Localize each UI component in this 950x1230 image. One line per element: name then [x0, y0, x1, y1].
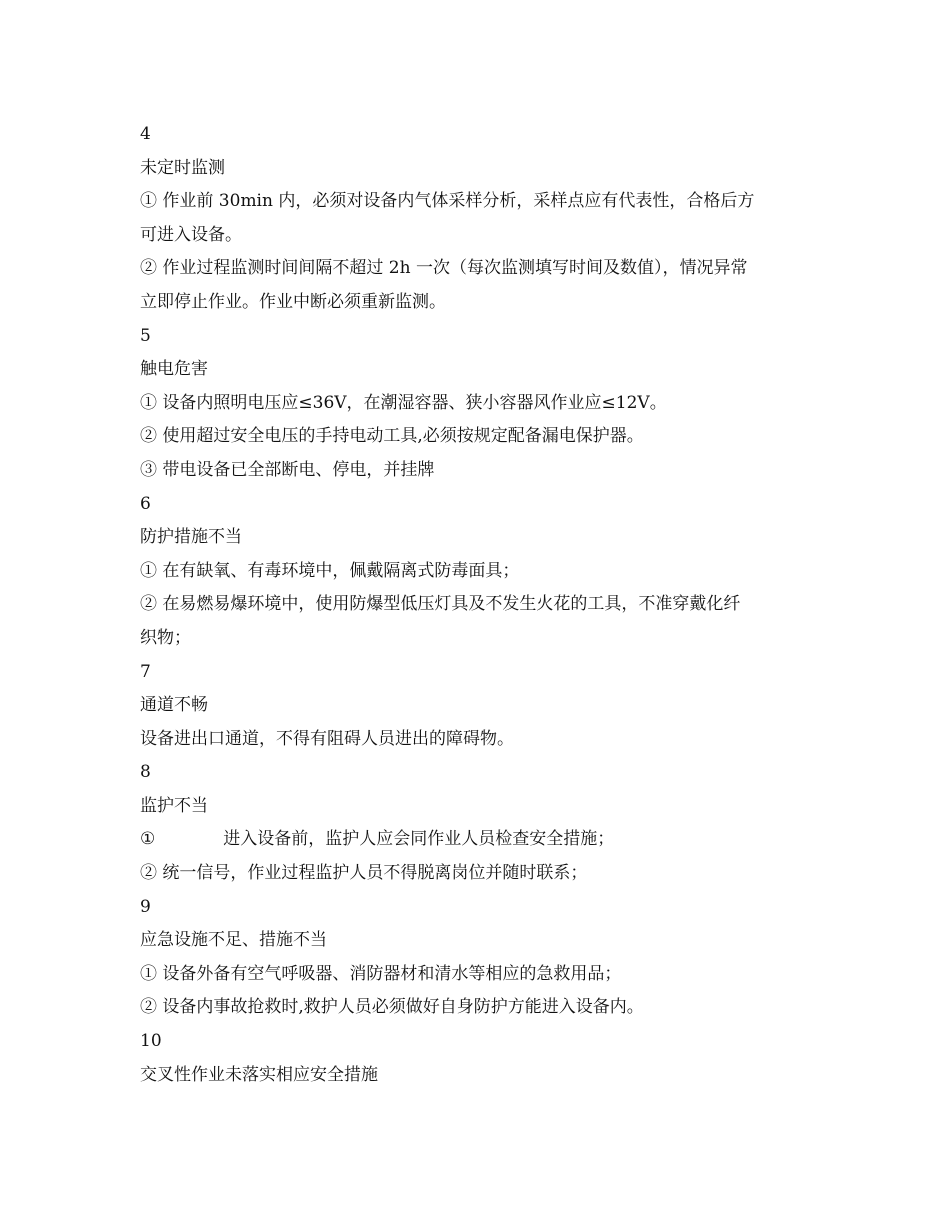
item-title: 未定时监测 — [140, 157, 225, 178]
item-number: 10 — [140, 1031, 162, 1052]
item-title: 防护措施不当 — [140, 527, 242, 548]
paragraph-line: ① 作业前 30min 内，必须对设备内气体采样分析，采样点应有代表性，合格后方 — [140, 191, 755, 212]
paragraph-line: ① 在有缺氧、有毒环境中，佩戴隔离式防毒面具； — [140, 560, 520, 581]
paragraph-line: ① 设备外备有空气呼吸器、消防器材和清水等相应的急救用品； — [140, 963, 622, 984]
paragraph-line: ② 使用超过安全电压的手持电动工具,必须按规定配备漏电保护器。 — [140, 426, 644, 447]
paragraph-text: 进入设备前，监护人应会同作业人员检查安全措施； — [223, 829, 615, 850]
paragraph-line — [140, 823, 820, 857]
paragraph-line: ③ 带电设备已全部断电、停电，并挂牌 — [140, 459, 435, 480]
document-body — [140, 118, 820, 1092]
paragraph-line: ① 设备内照明电压应≤36V，在潮湿容器、狭小容器风作业应≤12V。 — [140, 392, 667, 413]
paragraph-line: 立即停止作业。作业中断必须重新监测。 — [140, 291, 446, 312]
item-number: 4 — [140, 124, 151, 144]
item-title: 交叉性作业未落实相应安全措施 — [140, 1064, 378, 1085]
paragraph-line: 可进入设备。 — [140, 224, 242, 245]
item-number: 5 — [140, 325, 151, 346]
paragraph-line: ② 设备内事故抢救时,救护人员必须做好自身防护方能进入设备内。 — [140, 997, 644, 1018]
item-title: 应急设施不足、措施不当 — [140, 930, 327, 951]
paragraph-line: ② 统一信号，作业过程监护人员不得脱离岗位并随时联系； — [140, 863, 588, 884]
paragraph-line: ② 在易燃易爆环境中，使用防爆型低压灯具及不发生火花的工具，不准穿戴化纤 — [140, 594, 741, 615]
paragraph-line: 设备进出口通道，不得有阻碍人员进出的障碍物。 — [140, 728, 514, 749]
item-title: 触电危害 — [140, 359, 208, 380]
paragraph-line: ② 作业过程监测时间间隔不超过 2h 一次（每次监测填写时间及数值），情况异常 — [140, 258, 748, 279]
item-title: 通道不畅 — [140, 695, 208, 716]
item-number: 9 — [140, 896, 151, 917]
item-number: 7 — [140, 661, 151, 682]
paragraph-line: 织物； — [140, 627, 191, 648]
list-marker: ① — [140, 829, 156, 850]
item-number: 8 — [140, 762, 151, 783]
item-title: 监护不当 — [140, 795, 208, 816]
item-number: 6 — [140, 493, 151, 514]
